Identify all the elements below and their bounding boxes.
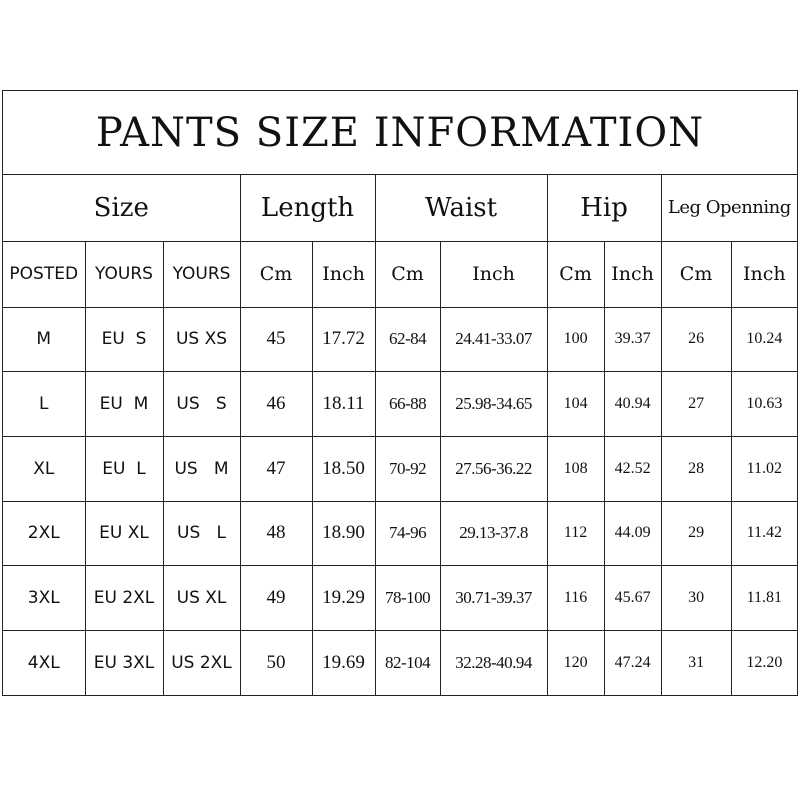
table-row xyxy=(3,436,797,501)
table-cell: EU 2XL xyxy=(85,566,163,631)
table-cell: 104 xyxy=(547,372,604,437)
table-cell: US XS xyxy=(163,307,240,372)
column-header: Inch xyxy=(731,241,797,307)
column-header: POSTED xyxy=(3,241,85,307)
table-cell: EU 3XL xyxy=(85,630,163,695)
table-cell: 82-104 xyxy=(375,630,440,695)
table-cell: 78-100 xyxy=(375,566,440,631)
table-cell: US M xyxy=(163,436,240,501)
table-cell: 11.02 xyxy=(731,436,797,501)
table-cell: 24.41-33.07 xyxy=(440,307,547,372)
column-header: Cm xyxy=(375,241,440,307)
table-cell: 112 xyxy=(547,501,604,566)
table-cell: US L xyxy=(163,501,240,566)
column-header: Inch xyxy=(312,241,375,307)
column-header: Cm xyxy=(661,241,731,307)
table-cell: 17.72 xyxy=(312,307,375,372)
group-length: Length xyxy=(240,175,375,241)
table-cell: L xyxy=(3,372,85,437)
sub-header-row xyxy=(3,241,797,307)
table-cell: 4XL xyxy=(3,630,85,695)
table-cell: EU S xyxy=(85,307,163,372)
group-leg-opening: Leg Openning xyxy=(661,175,797,241)
table-cell: 28 xyxy=(661,436,731,501)
table-cell: 19.29 xyxy=(312,566,375,631)
table-cell: EU XL xyxy=(85,501,163,566)
table-cell: EU L xyxy=(85,436,163,501)
table-cell: XL xyxy=(3,436,85,501)
table-cell: 3XL xyxy=(3,566,85,631)
table-cell: 47.24 xyxy=(604,630,661,695)
chart-title: PANTS SIZE INFORMATION xyxy=(3,91,797,175)
table-cell: 44.09 xyxy=(604,501,661,566)
table-cell: 40.94 xyxy=(604,372,661,437)
table-cell: 62-84 xyxy=(375,307,440,372)
table-cell: 70-92 xyxy=(375,436,440,501)
column-header: Cm xyxy=(240,241,312,307)
table-cell: 18.50 xyxy=(312,436,375,501)
table-cell: 10.24 xyxy=(731,307,797,372)
column-header: YOURS xyxy=(163,241,240,307)
table-cell: US XL xyxy=(163,566,240,631)
table-cell: 49 xyxy=(240,566,312,631)
table-row xyxy=(3,501,797,566)
table-cell: 32.28-40.94 xyxy=(440,630,547,695)
table-cell: 19.69 xyxy=(312,630,375,695)
column-header: YOURS xyxy=(85,241,163,307)
table-cell: 26 xyxy=(661,307,731,372)
table-row xyxy=(3,372,797,437)
table-cell: 120 xyxy=(547,630,604,695)
group-size: Size xyxy=(3,175,240,241)
group-header-row xyxy=(3,175,797,241)
table-cell: 11.42 xyxy=(731,501,797,566)
table-cell: 29 xyxy=(661,501,731,566)
table-cell: 108 xyxy=(547,436,604,501)
table-row xyxy=(3,307,797,372)
table-cell: 74-96 xyxy=(375,501,440,566)
table-cell: M xyxy=(3,307,85,372)
group-hip: Hip xyxy=(547,175,661,241)
table-cell: 2XL xyxy=(3,501,85,566)
table-cell: 66-88 xyxy=(375,372,440,437)
table-cell: 46 xyxy=(240,372,312,437)
table-cell: 27 xyxy=(661,372,731,437)
table-cell: 27.56-36.22 xyxy=(440,436,547,501)
table-cell: 39.37 xyxy=(604,307,661,372)
table-cell: EU M xyxy=(85,372,163,437)
table-cell: 100 xyxy=(547,307,604,372)
table-row xyxy=(3,630,797,695)
table-cell: 18.90 xyxy=(312,501,375,566)
table-cell: US 2XL xyxy=(163,630,240,695)
table-cell: 45 xyxy=(240,307,312,372)
table-cell: 18.11 xyxy=(312,372,375,437)
column-header: Inch xyxy=(440,241,547,307)
table-cell: 48 xyxy=(240,501,312,566)
table-cell: 12.20 xyxy=(731,630,797,695)
size-chart xyxy=(2,90,798,696)
column-header: Cm xyxy=(547,241,604,307)
column-header: Inch xyxy=(604,241,661,307)
table-cell: 30.71-39.37 xyxy=(440,566,547,631)
table-cell: 45.67 xyxy=(604,566,661,631)
table-cell: 10.63 xyxy=(731,372,797,437)
table-row xyxy=(3,566,797,631)
table-cell: US S xyxy=(163,372,240,437)
table-cell: 30 xyxy=(661,566,731,631)
table-cell: 47 xyxy=(240,436,312,501)
table-cell: 11.81 xyxy=(731,566,797,631)
group-waist: Waist xyxy=(375,175,547,241)
table-cell: 25.98-34.65 xyxy=(440,372,547,437)
table-cell: 29.13-37.8 xyxy=(440,501,547,566)
table-cell: 31 xyxy=(661,630,731,695)
size-table xyxy=(3,175,797,695)
table-cell: 116 xyxy=(547,566,604,631)
table-cell: 50 xyxy=(240,630,312,695)
table-cell: 42.52 xyxy=(604,436,661,501)
